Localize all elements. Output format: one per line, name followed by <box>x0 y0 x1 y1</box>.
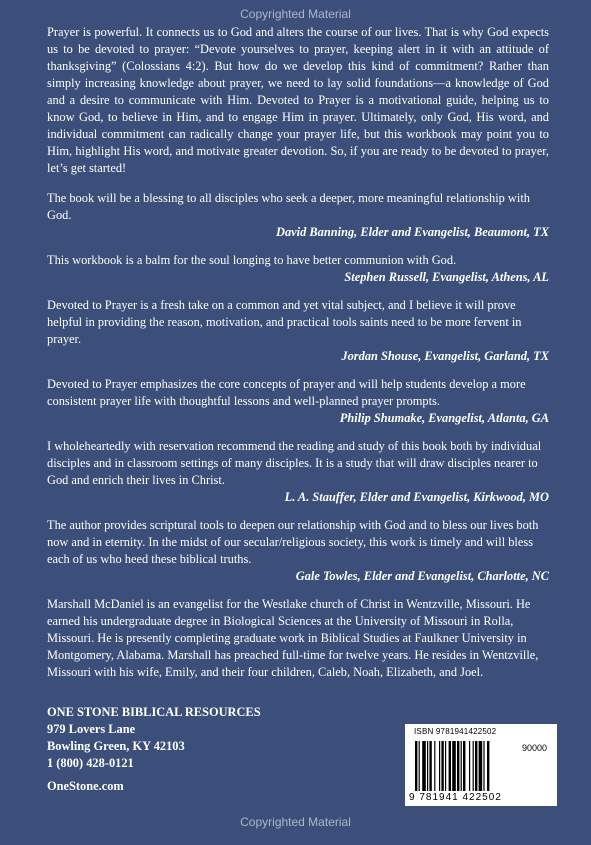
watermark-bottom: Copyrighted Material <box>240 815 351 829</box>
publisher-street: 979 Lovers Lane <box>47 722 136 736</box>
publisher-website: OneStone.com <box>47 779 124 793</box>
barcode-bar <box>479 741 483 791</box>
publisher-block <box>47 704 261 795</box>
barcode-bar <box>457 741 459 791</box>
barcode-bar <box>419 741 420 791</box>
barcode-bar <box>415 741 417 791</box>
isbn-label: ISBN 9781941422502 <box>414 727 497 736</box>
endorsement-author: Philip Shumake, Evangelist, Atlanta, GA <box>339 411 549 425</box>
barcode-bar <box>469 741 470 791</box>
barcode-digits: 9 781941 422502 <box>409 792 502 803</box>
endorsement-author: L. A. Stauffer, Elder and Evangelist, Kirkwood, MO <box>284 490 549 504</box>
barcode-bar <box>475 741 477 791</box>
endorsement <box>47 376 549 427</box>
endorsement-text: This workbook is a balm for the soul longing to have better communion with God. <box>47 253 457 267</box>
barcode-bar <box>445 741 446 791</box>
barcode-bar <box>463 741 465 791</box>
isbn-barcode <box>405 724 557 806</box>
publisher-name: ONE STONE BIBLICAL RESOURCES <box>47 705 261 719</box>
barcode-bar <box>441 741 443 791</box>
endorsement-text: I wholeheartedly with reservation recommend the reading and study of this book both by individual disciples and in classroom settings of many disciples. It is a study that will draw disciples nearer to God and enrich their lives in Christ. <box>47 439 542 487</box>
author-bio: Marshall McDaniel is an evangelist for the Westlake church of Christ in Wentzville, Missouri. He earned his undergraduate degree in Biological Sciences at the University of Missouri in Rolla, Missouri. He is presently completing graduate work in Biblical Studies at Faulkner University in Montgomery, Alabama. Marshall has preached full-time for twelve years. He resides in Wentzville, Missouri with his wife, Emily, and their four children, Caleb, Noah, Elizabeth, and Joel. <box>47 597 539 679</box>
barcode-bar <box>452 741 456 791</box>
barcode-bar <box>449 741 451 791</box>
endorsement <box>47 190 549 241</box>
publisher-city: Bowling Green, KY 42103 <box>47 739 185 753</box>
barcode-bar <box>439 741 440 791</box>
barcode-bar <box>483 741 484 791</box>
barcode-bar <box>473 741 474 791</box>
endorsement-text: The book will be a blessing to all disciples who seek a deeper, more meaningful relationship with God. <box>47 191 530 222</box>
endorsement-text: The author provides scriptural tools to deepen our relationship with God and to bless our lives both now and in eternity. In the midst of our secular/religious society, this work is timely and will bless each of us who heed these biblical truths. <box>47 518 539 566</box>
back-cover-text <box>47 24 549 681</box>
barcode-bar <box>434 741 435 791</box>
endorsement-author: David Banning, Elder and Evangelist, Beaumont, TX <box>276 225 549 239</box>
barcode-bar <box>429 741 431 791</box>
barcode-bar <box>487 741 489 791</box>
barcode-bar <box>461 741 462 791</box>
endorsement-author: Jordan Shouse, Evangelist, Garland, TX <box>341 349 549 363</box>
endorsement <box>47 438 549 506</box>
endorsement <box>47 297 549 365</box>
endorsement-author: Stephen Russell, Evangelist, Athens, AL <box>344 270 549 284</box>
endorsement-text: Devoted to Prayer is a fresh take on a common and yet vital subject, and I believe it will prove helpful in providing the reason, motivation, and practical tools saints need to be more fervent in prayer. <box>47 298 522 346</box>
watermark-top: Copyrighted Material <box>240 7 351 21</box>
endorsement <box>47 252 549 286</box>
endorsement-author: Gale Towles, Elder and Evangelist, Charlotte, NC <box>295 569 549 583</box>
barcode-bar <box>427 741 428 791</box>
price-code: 90000 <box>521 743 547 753</box>
publisher-phone: 1 (800) 428-0121 <box>47 756 134 770</box>
endorsement <box>47 517 549 585</box>
intro-paragraph: Prayer is powerful. It connects us to God and alters the course of our lives. That is why God expects us to be devoted to prayer: “Devote yourselves to prayer, keeping alert in it with an attitude of thanksgiving” (Colossians 4:2). But how do we develop this kind of commitment? Rather than simply increasing knowledge about prayer, we need to lay solid foundations—a knowledge of God and a desire to communicate with Him. Devoted to Prayer is a motivational guide, helping us to know God, to believe in Him, and to engage Him in prayer. Ultimately, only God, His word, and individual commitment can radically change your prayer life, but this workbook may point you to Him, highlight His word, and motivate greater devotion. So, if you are ready to be devoted to prayer, let’s get started! <box>47 25 549 175</box>
endorsement-text: Devoted to Prayer emphasizes the core concepts of prayer and will help students develop a more consistent prayer life with thoughtful lessons and well-planned prayer prompts. <box>47 377 526 408</box>
barcode-bar <box>422 741 426 791</box>
barcode-bars-icon <box>415 741 515 791</box>
